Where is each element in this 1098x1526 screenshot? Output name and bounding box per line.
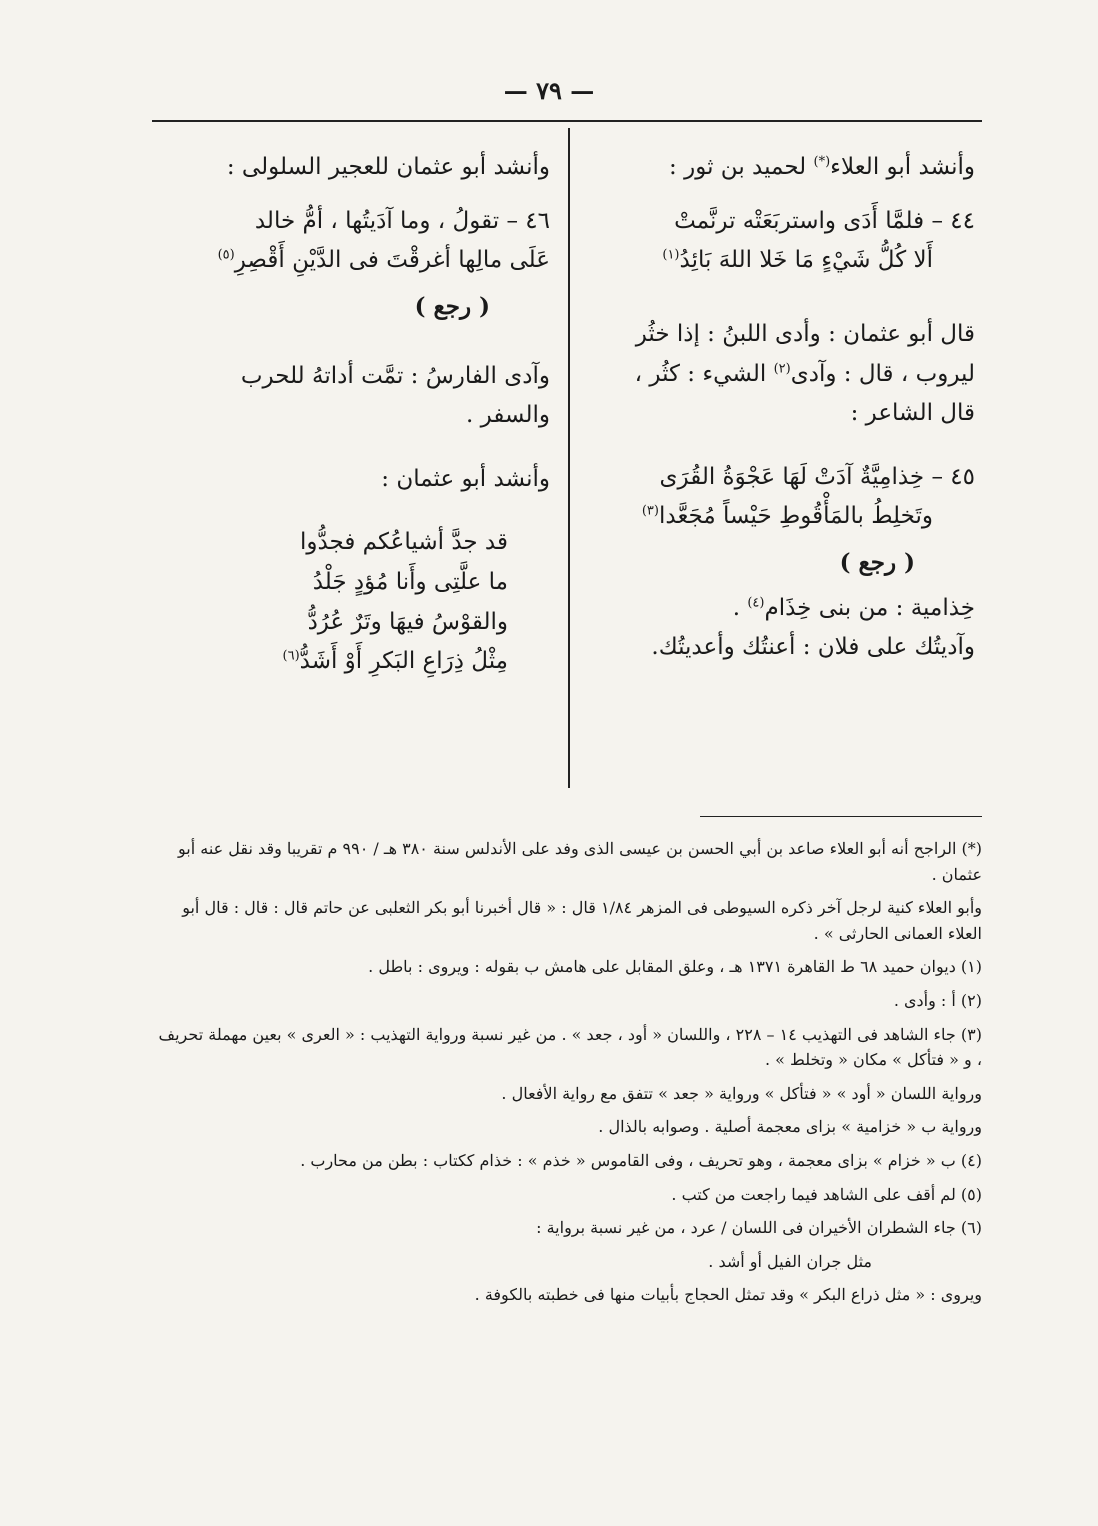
intro-line: وأنشد أبو عثمان :: [381, 465, 550, 492]
footnote-ref: (١): [662, 247, 680, 263]
footnote-3-continued: ورواية اللسان « أود » « فتأكل » ورواية « جعد » تتفق مع رواية الأفعال .: [501, 1083, 982, 1103]
footnote-star: (*) الراجح أنه أبو العلاء صاعد بن أبي الحسن بن عيسى الذى وفد على الأندلس سنة ٣٨٠ هـ / ٩٩٠ م تقريبا وقد نقل عنه أبو عثمان .: [178, 839, 982, 884]
gloss-text: .: [732, 594, 741, 621]
verse-44-first-hemistich: ٤٤ – فلمَّا أَدَى واستربَعَتْه ترنَّمتْ: [674, 207, 975, 234]
prose-line: وآدى الفارسُ : تمَّت أداتهُ للحرب: [240, 362, 550, 389]
footnote-ref: (٦): [282, 648, 300, 664]
verse-45-second-hemistich: [585, 499, 975, 535]
header-rule: [152, 120, 982, 122]
footnote-4: (٤) ب « خزام » بزاى معجمة ، وهو تحريف ، وفى القاموس « خذم » : خذام ككتاب : بطن من محارب .: [300, 1150, 982, 1170]
prose-text: ليروب ، قال : وآدى: [790, 360, 975, 387]
rajaz-line: والقوْسُ فيهَا وتَرٌ عُرُدُّ: [307, 608, 508, 635]
verse-text: وتَخلِطُ بالمَأْقُوطِ حَيْساً مُجَعَّدا: [658, 503, 933, 530]
footnote-3-continued: ورواية ب « خزامية » بزاى معجمة أصلية . وصوابه بالذال .: [598, 1117, 982, 1137]
intro-line: وأنشد أبو عثمان للعجير السلولى :: [226, 154, 550, 180]
verse-44-second-hemistich: [585, 243, 975, 279]
footnotes: [150, 836, 982, 1316]
column-divider: [568, 128, 570, 788]
gloss-line: وآديتُك على فلان : أعنتُك وأعديتُك.: [651, 634, 975, 661]
prose-text: الشيء : كثُر ،: [634, 360, 767, 387]
left-column: [155, 150, 550, 684]
footnote-3: (٣) جاء الشاهد فى التهذيب ١٤ – ٢٢٨ ، واللسان « أود ، جعد » . من غير نسبة ورواية التهذيب : « العرى » بعين مهملة تحريف ، و « فتأكل » مكان « وتخلط » .: [158, 1024, 982, 1070]
right-column: [585, 150, 975, 670]
verse-45-first-hemistich: ٤٥ – خِذامِيَّةٌ آدَتْ لَهَا عَجْوَةُ القُرَى: [659, 463, 975, 490]
footnote-1: (١) ديوان حميد ٦٨ ط القاهرة ١٣٧١ هـ ، وعلق المقابل على هامش ب بقوله : ويروى : باطل .: [368, 957, 982, 977]
verse-46-second-hemistich: [155, 243, 550, 279]
rajaz-marker: ( رجع ): [414, 292, 490, 320]
rajaz-line: قد جدَّ أشياعُكم فجدُّوا: [299, 529, 508, 556]
page-number: — ٧٩ —: [503, 76, 595, 105]
footnote-6-continued: ويروى : « مثل ذراع البكر » وقد تمثل الحجاج بأبيات منها فى خطبته بالكوفة .: [474, 1285, 982, 1305]
rajaz-line: ما علَّتِى وأَنا مُؤدٍ جَلْدُ: [312, 569, 508, 596]
prose-line: قال الشاعر :: [850, 400, 975, 427]
gloss-text: خِذامية : من بنى خِذَام: [764, 594, 975, 621]
footnote-2: (٢) أ : وأدى .: [893, 990, 982, 1010]
verse-46-first-hemistich: ٤٦ – تقولُ ، وما آدَيتُها ، أمُّ خالد: [254, 207, 550, 234]
prose-line: والسفر .: [466, 402, 550, 429]
prose-line: قال أبو عثمان : وأدى اللبنُ : إذا خثُر: [635, 320, 975, 347]
footnote-ref: (٥): [217, 247, 235, 263]
intro-text-rest: لحميد بن ثور :: [669, 154, 807, 180]
footnote-rule: [700, 816, 982, 817]
verse-text: عَلَى مالِها أغرقْتَ فى الدَّيْنِ أَقْصِرِ: [234, 247, 550, 274]
footnote-ref: (٤): [747, 595, 765, 611]
rajaz-text: مِثْلُ ذِرَاعِ البَكرِ أَوْ أَشَدُّ: [299, 648, 508, 675]
footnote-5: (٥) لم أقف على الشاهد فيما راجعت من كتب .: [671, 1184, 982, 1204]
footnote-ref: (٣): [641, 503, 659, 519]
gloss-line: [585, 591, 975, 627]
rajaz-marker: ( رجع ): [839, 549, 915, 577]
prose-line: [585, 357, 975, 393]
rajaz-line: [155, 644, 550, 680]
intro-line: [585, 150, 975, 186]
footnote-star-continued: وأبو العلاء كنية لرجل آخر ذكره السيوطى فى المزهر ١/٨٤ قال : « قال أخبرنا أبو بكر الثعلبى عن حاتم قال : قال : قال أبو العلاء العمانى الحارثى » .: [182, 898, 982, 943]
intro-text: وأنشد أبو العلاء: [830, 154, 975, 180]
footnote-6-verse: مثل جران الفيل أو أشد .: [708, 1251, 872, 1271]
verse-text: أَلا كُلُّ شَيْءٍ مَا خَلا اللهَ بَائِدُ: [679, 247, 933, 274]
footnote-6: (٦) جاء الشطران الأخيران فى اللسان / عرد ، من غير نسبة برواية :: [536, 1218, 982, 1238]
footnote-ref: (*): [813, 154, 831, 170]
footnote-ref: (٢): [773, 360, 791, 376]
